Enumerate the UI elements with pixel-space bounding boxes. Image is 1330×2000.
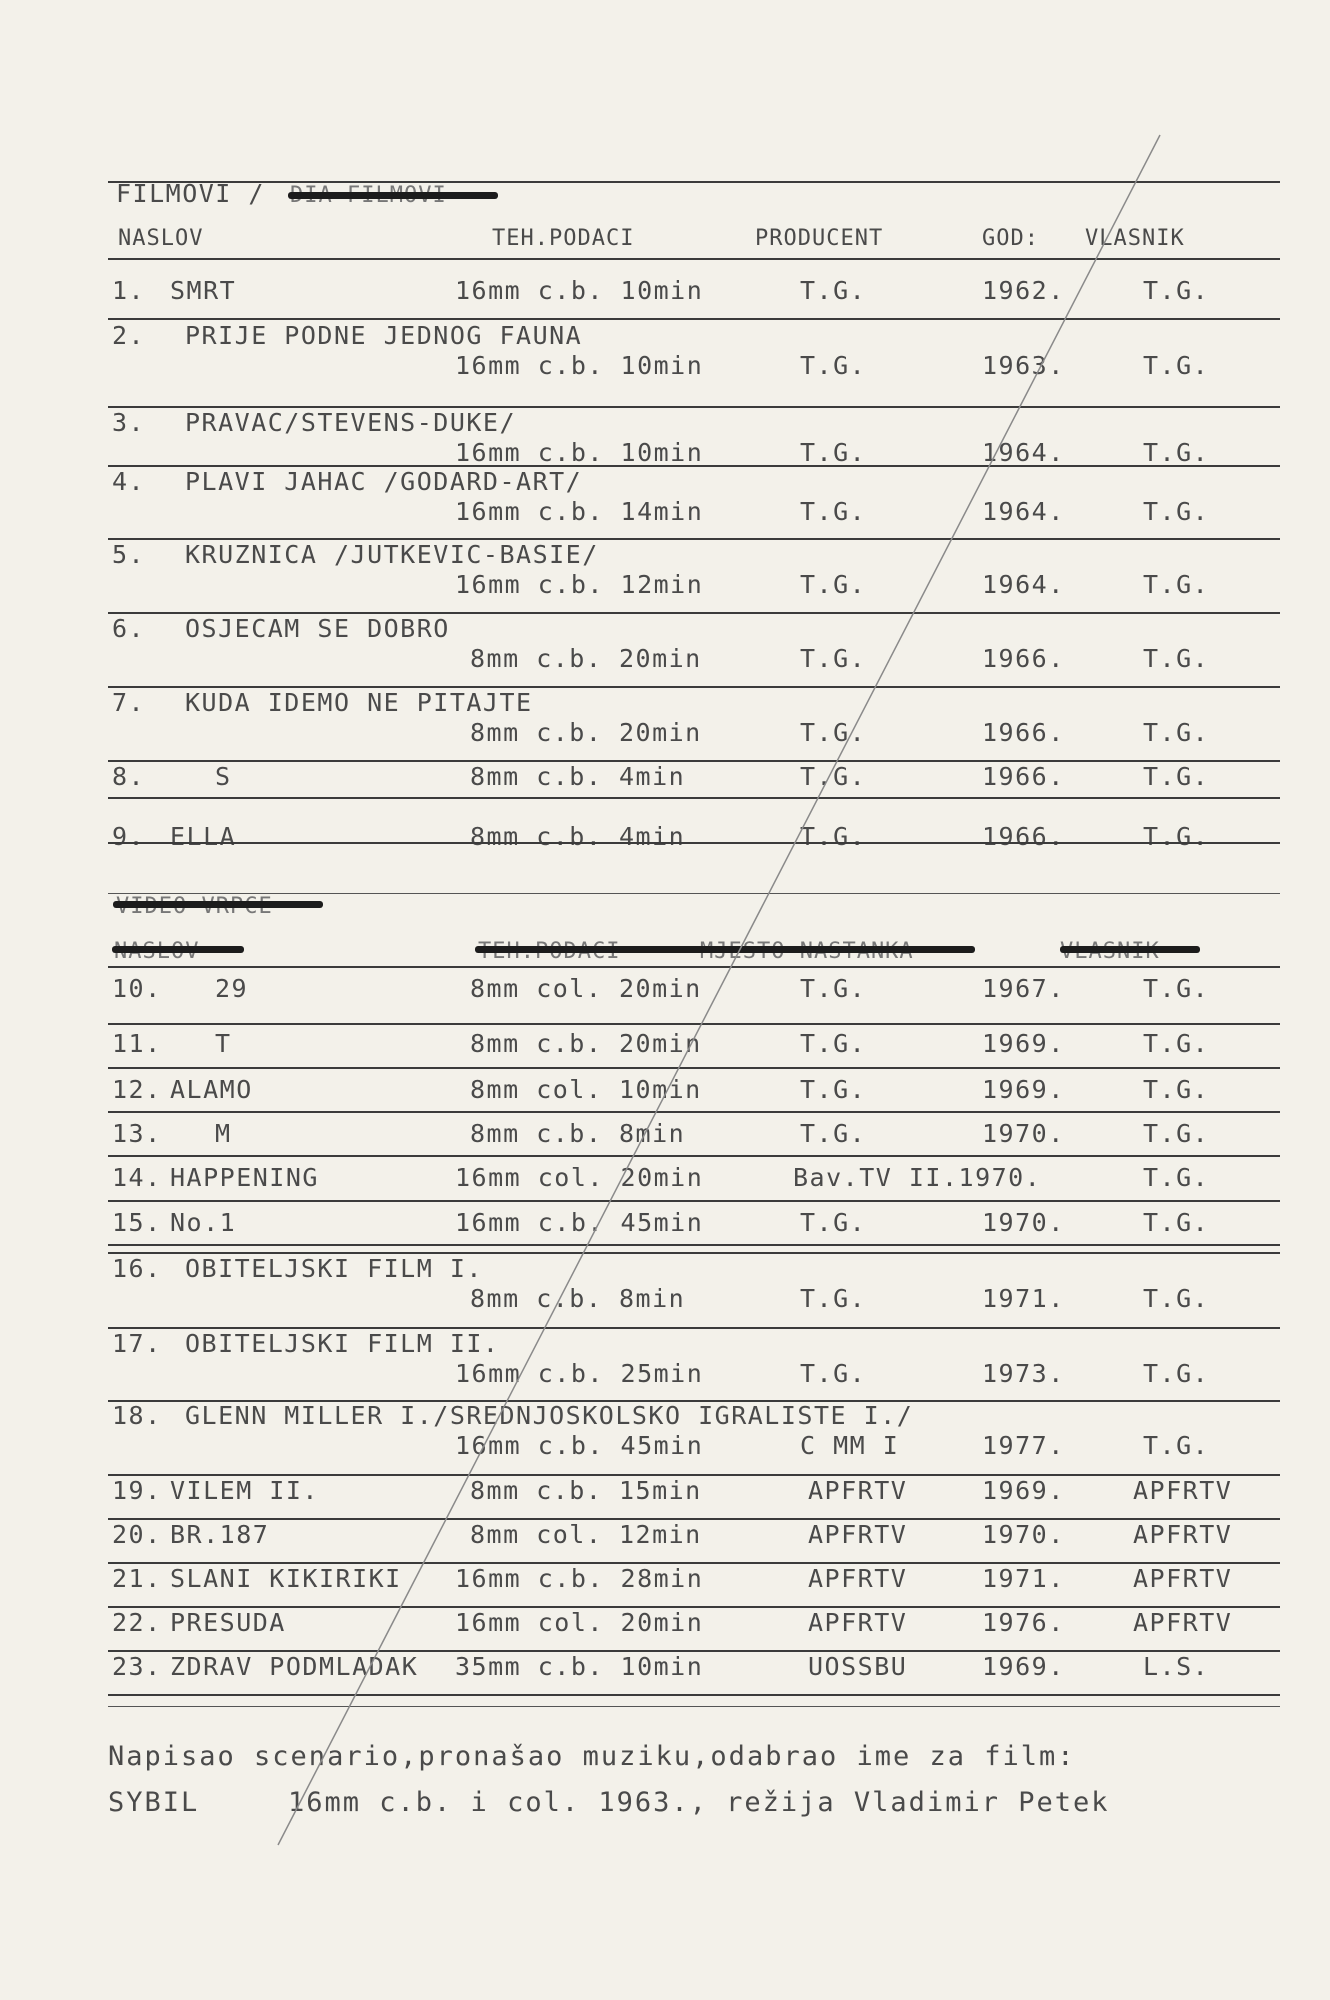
film-title: ELLA xyxy=(170,822,237,851)
film-title: BR.187 xyxy=(170,1520,270,1549)
film-owner: T.G. xyxy=(1143,718,1210,747)
film-producer: T.G. xyxy=(800,1208,867,1237)
film-tech-data: 16mm c.b. 10min xyxy=(455,438,704,467)
film-owner: T.G. xyxy=(1143,1163,1210,1192)
film-number: 9. xyxy=(112,822,146,851)
film-tech-data: 16mm c.b. 12min xyxy=(455,570,704,599)
film-year: 1964. xyxy=(982,497,1065,526)
footer-sybil-title: SYBIL xyxy=(108,1787,200,1818)
film-year: 1966. xyxy=(982,822,1065,851)
film-title: SMRT xyxy=(170,276,237,305)
film-year: 1973. xyxy=(982,1359,1065,1388)
film-tech-data: 8mm c.b. 4min xyxy=(470,822,686,851)
film-year: 1963. xyxy=(982,351,1065,380)
film-number: 13. xyxy=(112,1119,162,1148)
film-tech-data: 8mm c.b. 4min xyxy=(470,762,686,791)
header-god: GOD: xyxy=(982,226,1039,251)
film-tech-data: 8mm col. 12min xyxy=(470,1520,702,1549)
film-title: No.1 xyxy=(170,1208,237,1237)
film-number: 8. xyxy=(112,762,146,791)
film-tech-data: 16mm c.b. 45min xyxy=(455,1208,704,1237)
film-owner: T.G. xyxy=(1143,276,1210,305)
film-year: 1967. xyxy=(982,974,1065,1003)
film-producer: APFRTV xyxy=(808,1476,908,1505)
film-number: 21. xyxy=(112,1564,162,1593)
header-producent: PRODUCENT xyxy=(755,226,884,251)
film-owner: T.G. xyxy=(1143,762,1210,791)
film-owner: T.G. xyxy=(1143,1075,1210,1104)
film-number: 7. xyxy=(112,688,146,717)
film-owner: L.S. xyxy=(1143,1652,1210,1681)
film-tech-data: 16mm c.b. 25min xyxy=(455,1359,704,1388)
film-number: 17. xyxy=(112,1329,162,1358)
film-tech-data: 16mm c.b. 45min xyxy=(455,1431,704,1460)
film-number: 22. xyxy=(112,1608,162,1637)
film-title: OBITELJSKI FILM II. xyxy=(185,1329,500,1358)
film-tech-data: 16mm c.b. 10min xyxy=(455,351,704,380)
film-owner: T.G. xyxy=(1143,570,1210,599)
film-tech-data: 16mm col. 20min xyxy=(455,1163,704,1192)
film-title: PRIJE PODNE JEDNOG FAUNA xyxy=(185,321,583,350)
film-number: 6. xyxy=(112,614,146,643)
film-owner: T.G. xyxy=(1143,644,1210,673)
film-tech-data: 8mm col. 10min xyxy=(470,1075,702,1104)
film-owner: T.G. xyxy=(1143,1029,1210,1058)
film-title: KUDA IDEMO NE PITAJTE xyxy=(185,688,533,717)
film-tech-data: 8mm c.b. 20min xyxy=(470,644,702,673)
film-year: 1976. xyxy=(982,1608,1065,1637)
film-title: OSJECAM SE DOBRO xyxy=(185,614,450,643)
film-title: HAPPENING xyxy=(170,1163,319,1192)
film-title: OBITELJSKI FILM I. xyxy=(185,1254,483,1283)
film-producer: T.G. xyxy=(800,570,867,599)
film-year: 1969. xyxy=(982,1652,1065,1681)
film-producer: T.G. xyxy=(800,1119,867,1148)
film-producer: APFRTV xyxy=(808,1520,908,1549)
film-year: 1966. xyxy=(982,762,1065,791)
film-title: PLAVI JAHAC /GODARD-ART/ xyxy=(185,467,583,496)
film-tech-data: 35mm c.b. 10min xyxy=(455,1652,704,1681)
film-owner: T.G. xyxy=(1143,822,1210,851)
film-producer: T.G. xyxy=(800,1284,867,1313)
film-number: 11. xyxy=(112,1029,162,1058)
film-year: 1971. xyxy=(982,1564,1065,1593)
film-producer: T.G. xyxy=(800,438,867,467)
film-year: 1969. xyxy=(982,1075,1065,1104)
film-title: VILEM II. xyxy=(170,1476,319,1505)
film-title: M xyxy=(215,1119,232,1148)
film-year: 1970. xyxy=(982,1520,1065,1549)
film-number: 1. xyxy=(112,276,146,305)
film-number: 10. xyxy=(112,974,162,1003)
film-title: ZDRAV PODMLADAK xyxy=(170,1652,419,1681)
film-producer: T.G. xyxy=(800,762,867,791)
film-producer: T.G. xyxy=(800,351,867,380)
film-tech-data: 8mm c.b. 8min xyxy=(470,1119,686,1148)
film-owner: T.G. xyxy=(1143,438,1210,467)
film-owner: T.G. xyxy=(1143,1284,1210,1313)
film-owner: T.G. xyxy=(1143,1119,1210,1148)
film-number: 14. xyxy=(112,1163,162,1192)
film-tech-data: 8mm c.b. 15min xyxy=(470,1476,702,1505)
film-producer: T.G. xyxy=(800,1029,867,1058)
film-year: 1962. xyxy=(982,276,1065,305)
film-number: 2. xyxy=(112,321,146,350)
film-year: 1964. xyxy=(982,438,1065,467)
film-tech-data: 8mm c.b. 20min xyxy=(470,1029,702,1058)
film-owner: APFRTV xyxy=(1133,1476,1233,1505)
film-year: 1970. xyxy=(982,1119,1065,1148)
film-owner: APFRTV xyxy=(1133,1520,1233,1549)
film-tech-data: 16mm c.b. 28min xyxy=(455,1564,704,1593)
film-number: 20. xyxy=(112,1520,162,1549)
film-title: SLANI KIKIRIKI xyxy=(170,1564,402,1593)
film-owner: T.G. xyxy=(1143,1208,1210,1237)
film-producer: T.G. xyxy=(800,644,867,673)
footer-line-1: Napisao scenario,pronašao muziku,odabrao ime za film: xyxy=(108,1741,1076,1772)
film-number: 3. xyxy=(112,408,146,437)
film-tech-data: 8mm c.b. 20min xyxy=(470,718,702,747)
film-owner: T.G. xyxy=(1143,974,1210,1003)
header-vlasnik: VLASNIK xyxy=(1085,226,1185,251)
film-number: 4. xyxy=(112,467,146,496)
film-owner: APFRTV xyxy=(1133,1564,1233,1593)
film-producer: T.G. xyxy=(800,974,867,1003)
film-producer: T.G. xyxy=(800,497,867,526)
film-year: 1969. xyxy=(982,1029,1065,1058)
film-year: 1964. xyxy=(982,570,1065,599)
film-producer: APFRTV xyxy=(808,1608,908,1637)
film-producer: T.G. xyxy=(800,276,867,305)
film-tech-data: 8mm col. 20min xyxy=(470,974,702,1003)
film-title: GLENN MILLER I./SREDNJOSKOLSKO IGRALISTE I./ xyxy=(185,1401,914,1430)
film-owner: APFRTV xyxy=(1133,1608,1233,1637)
film-producer: T.G. xyxy=(800,1359,867,1388)
header-teh-podaci: TEH.PODACI xyxy=(492,226,635,251)
film-number: 18. xyxy=(112,1401,162,1430)
film-producer: T.G. xyxy=(800,822,867,851)
film-producer: T.G. xyxy=(800,718,867,747)
film-number: 12. xyxy=(112,1075,162,1104)
film-number: 23. xyxy=(112,1652,162,1681)
film-tech-data: 8mm c.b. 8min xyxy=(470,1284,686,1313)
film-tech-data: 16mm c.b. 10min xyxy=(455,276,704,305)
film-producer: UOSSBU xyxy=(808,1652,908,1681)
film-producer: Bav.TV II.1970. xyxy=(793,1163,1042,1192)
film-owner: T.G. xyxy=(1143,351,1210,380)
film-year: 1966. xyxy=(982,718,1065,747)
film-title: ALAMO xyxy=(170,1075,253,1104)
header-naslov: NASLOV xyxy=(118,226,204,251)
film-year: 1966. xyxy=(982,644,1065,673)
film-producer: APFRTV xyxy=(808,1564,908,1593)
film-year: 1970. xyxy=(982,1208,1065,1237)
film-year: 1971. xyxy=(982,1284,1065,1313)
film-title: PRESUDA xyxy=(170,1608,286,1637)
film-year: 1969. xyxy=(982,1476,1065,1505)
film-title: KRUZNICA /JUTKEVIC-BASIE/ xyxy=(185,540,599,569)
section-title: FILMOVI / xyxy=(116,179,265,208)
film-number: 16. xyxy=(112,1254,162,1283)
film-producer: T.G. xyxy=(800,1075,867,1104)
film-owner: T.G. xyxy=(1143,1359,1210,1388)
film-tech-data: 16mm col. 20min xyxy=(455,1608,704,1637)
film-number: 19. xyxy=(112,1476,162,1505)
film-tech-data: 16mm c.b. 14min xyxy=(455,497,704,526)
film-title: PRAVAC/STEVENS-DUKE/ xyxy=(185,408,517,437)
film-title: S xyxy=(215,762,232,791)
film-producer: C MM I xyxy=(800,1431,900,1460)
film-number: 5. xyxy=(112,540,146,569)
film-owner: T.G. xyxy=(1143,497,1210,526)
film-number: 15. xyxy=(112,1208,162,1237)
film-title: 29 xyxy=(215,974,249,1003)
film-owner: T.G. xyxy=(1143,1431,1210,1460)
film-year: 1977. xyxy=(982,1431,1065,1460)
footer-line-2: 16mm c.b. i col. 1963., režija Vladimir Petek xyxy=(288,1787,1110,1818)
film-title: T xyxy=(215,1029,232,1058)
